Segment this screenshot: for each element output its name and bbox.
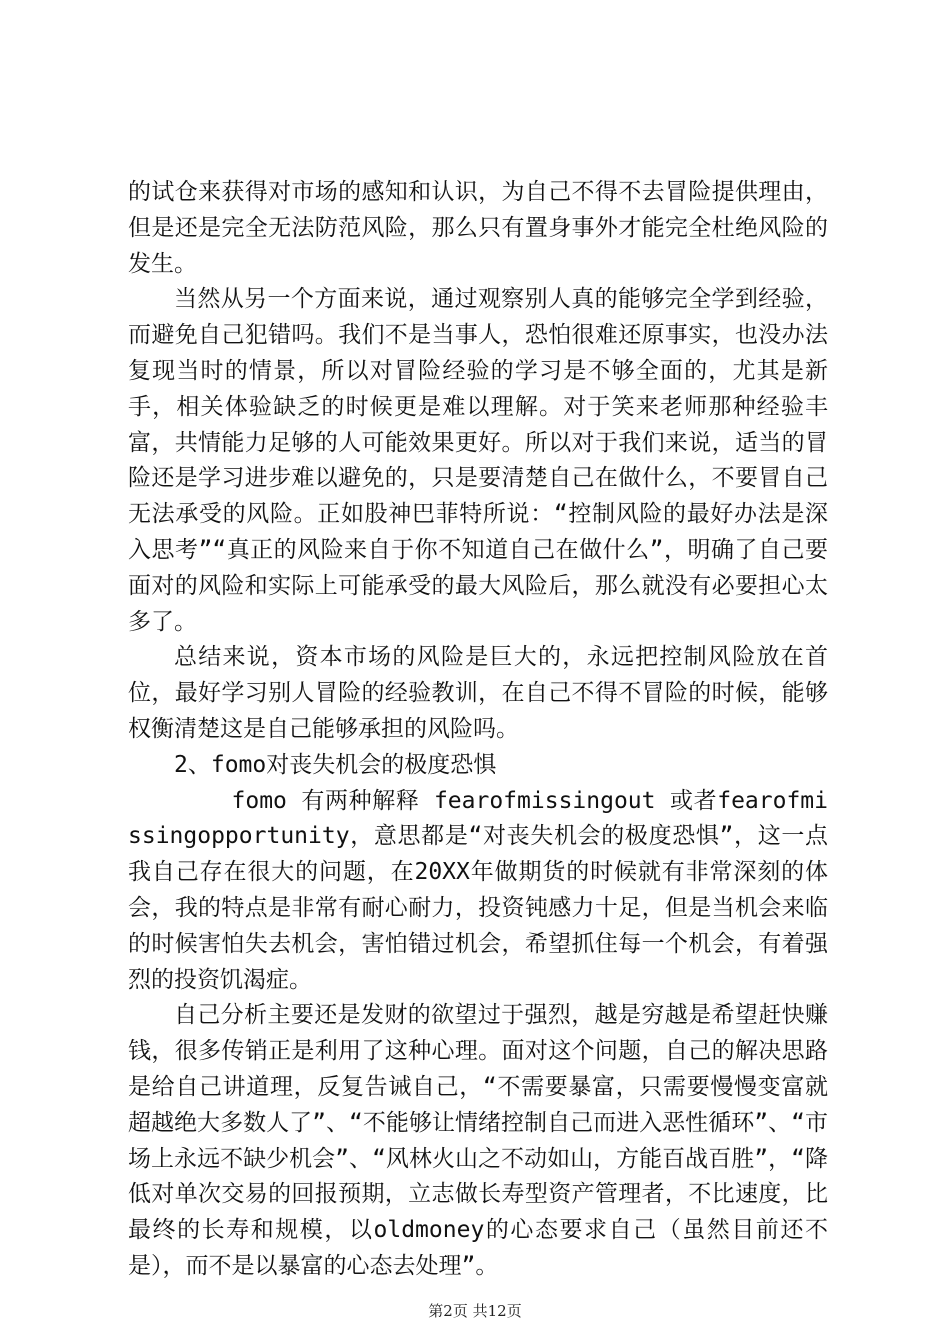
body-text: [128, 175, 828, 1285]
paragraph-observation: 当然从另一个方面来说，通过观察别人真的能够完全学到经验，而避免自己犯错吗。我们不是当事人，恐怕很难还原事实，也没办法复现当时的情景，所以对冒险经验的学习是不够全面的，尤其是新手，相关体验缺乏的时候更是难以理解。对于笑来老师那种经验丰富，共情能力足够的人可能效果更好。所以对于我们来说，适当的冒险还是学习进步难以避免的，只是要清楚自己在做什么，不要冒自己无法承受的风险。正如股神巴菲特所说：“控制风险的最好办法是深入思考”“真正的风险来自于你不知道自己在做什么”，明确了自己要面对的风险和实际上可能承受的最大风险后，那么就没有必要担心太多了。: [128, 286, 828, 635]
paragraph-continued: 的试仓来获得对市场的感知和认识，为自己不得不去冒险提供理由，但是还是完全无法防范风险，那么只有置身事外才能完全杜绝风险的发生。: [128, 179, 828, 277]
paragraph-fomo-definition: fomo 有两种解释 fearofmissingout 或者fearofmissingopportunity，意思都是“对丧失机会的极度恐惧”，这一点我自己存在很大的问题，在20XX年做期货的时候就有非常深刻的体会，我的特点是非常有耐心耐力，投资钝感力十足，但是当机会来临的时候害怕失去机会，害怕错过机会，希望抓住每一个机会，有着强烈的投资饥渴症。: [128, 787, 828, 993]
page-number-footer: 第2页 共12页: [428, 1302, 522, 1320]
section-heading-fomo: 2、fomo对丧失机会的极度恐惧: [174, 751, 497, 778]
paragraph-summary: 总结来说，资本市场的风险是巨大的，永远把控制风险放在首位，最好学习别人冒险的经验教训，在自己不得不冒险的时候，能够权衡清楚这是自己能够承担的风险吗。: [128, 644, 828, 742]
paragraph-self-analysis: 自己分析主要还是发财的欲望过于强烈，越是穷越是希望赶快赚钱，很多传销正是利用了这种心理。面对这个问题，自己的解决思路是给自己讲道理，反复告诫自己，“不需要暴富，只需要慢慢变富就超越绝大多数人了”、“不能够让情绪控制自己而进入恶性循环”、“市场上永远不缺少机会”、“风林火山之不动如山，方能百战百胜”，“降低对单次交易的回报预期，立志做长寿型资产管理者，不比速度，比最终的长寿和规模，以oldmoney的心态要求自己（虽然目前还不是），而不是以暴富的心态去处理”。: [128, 1002, 828, 1279]
